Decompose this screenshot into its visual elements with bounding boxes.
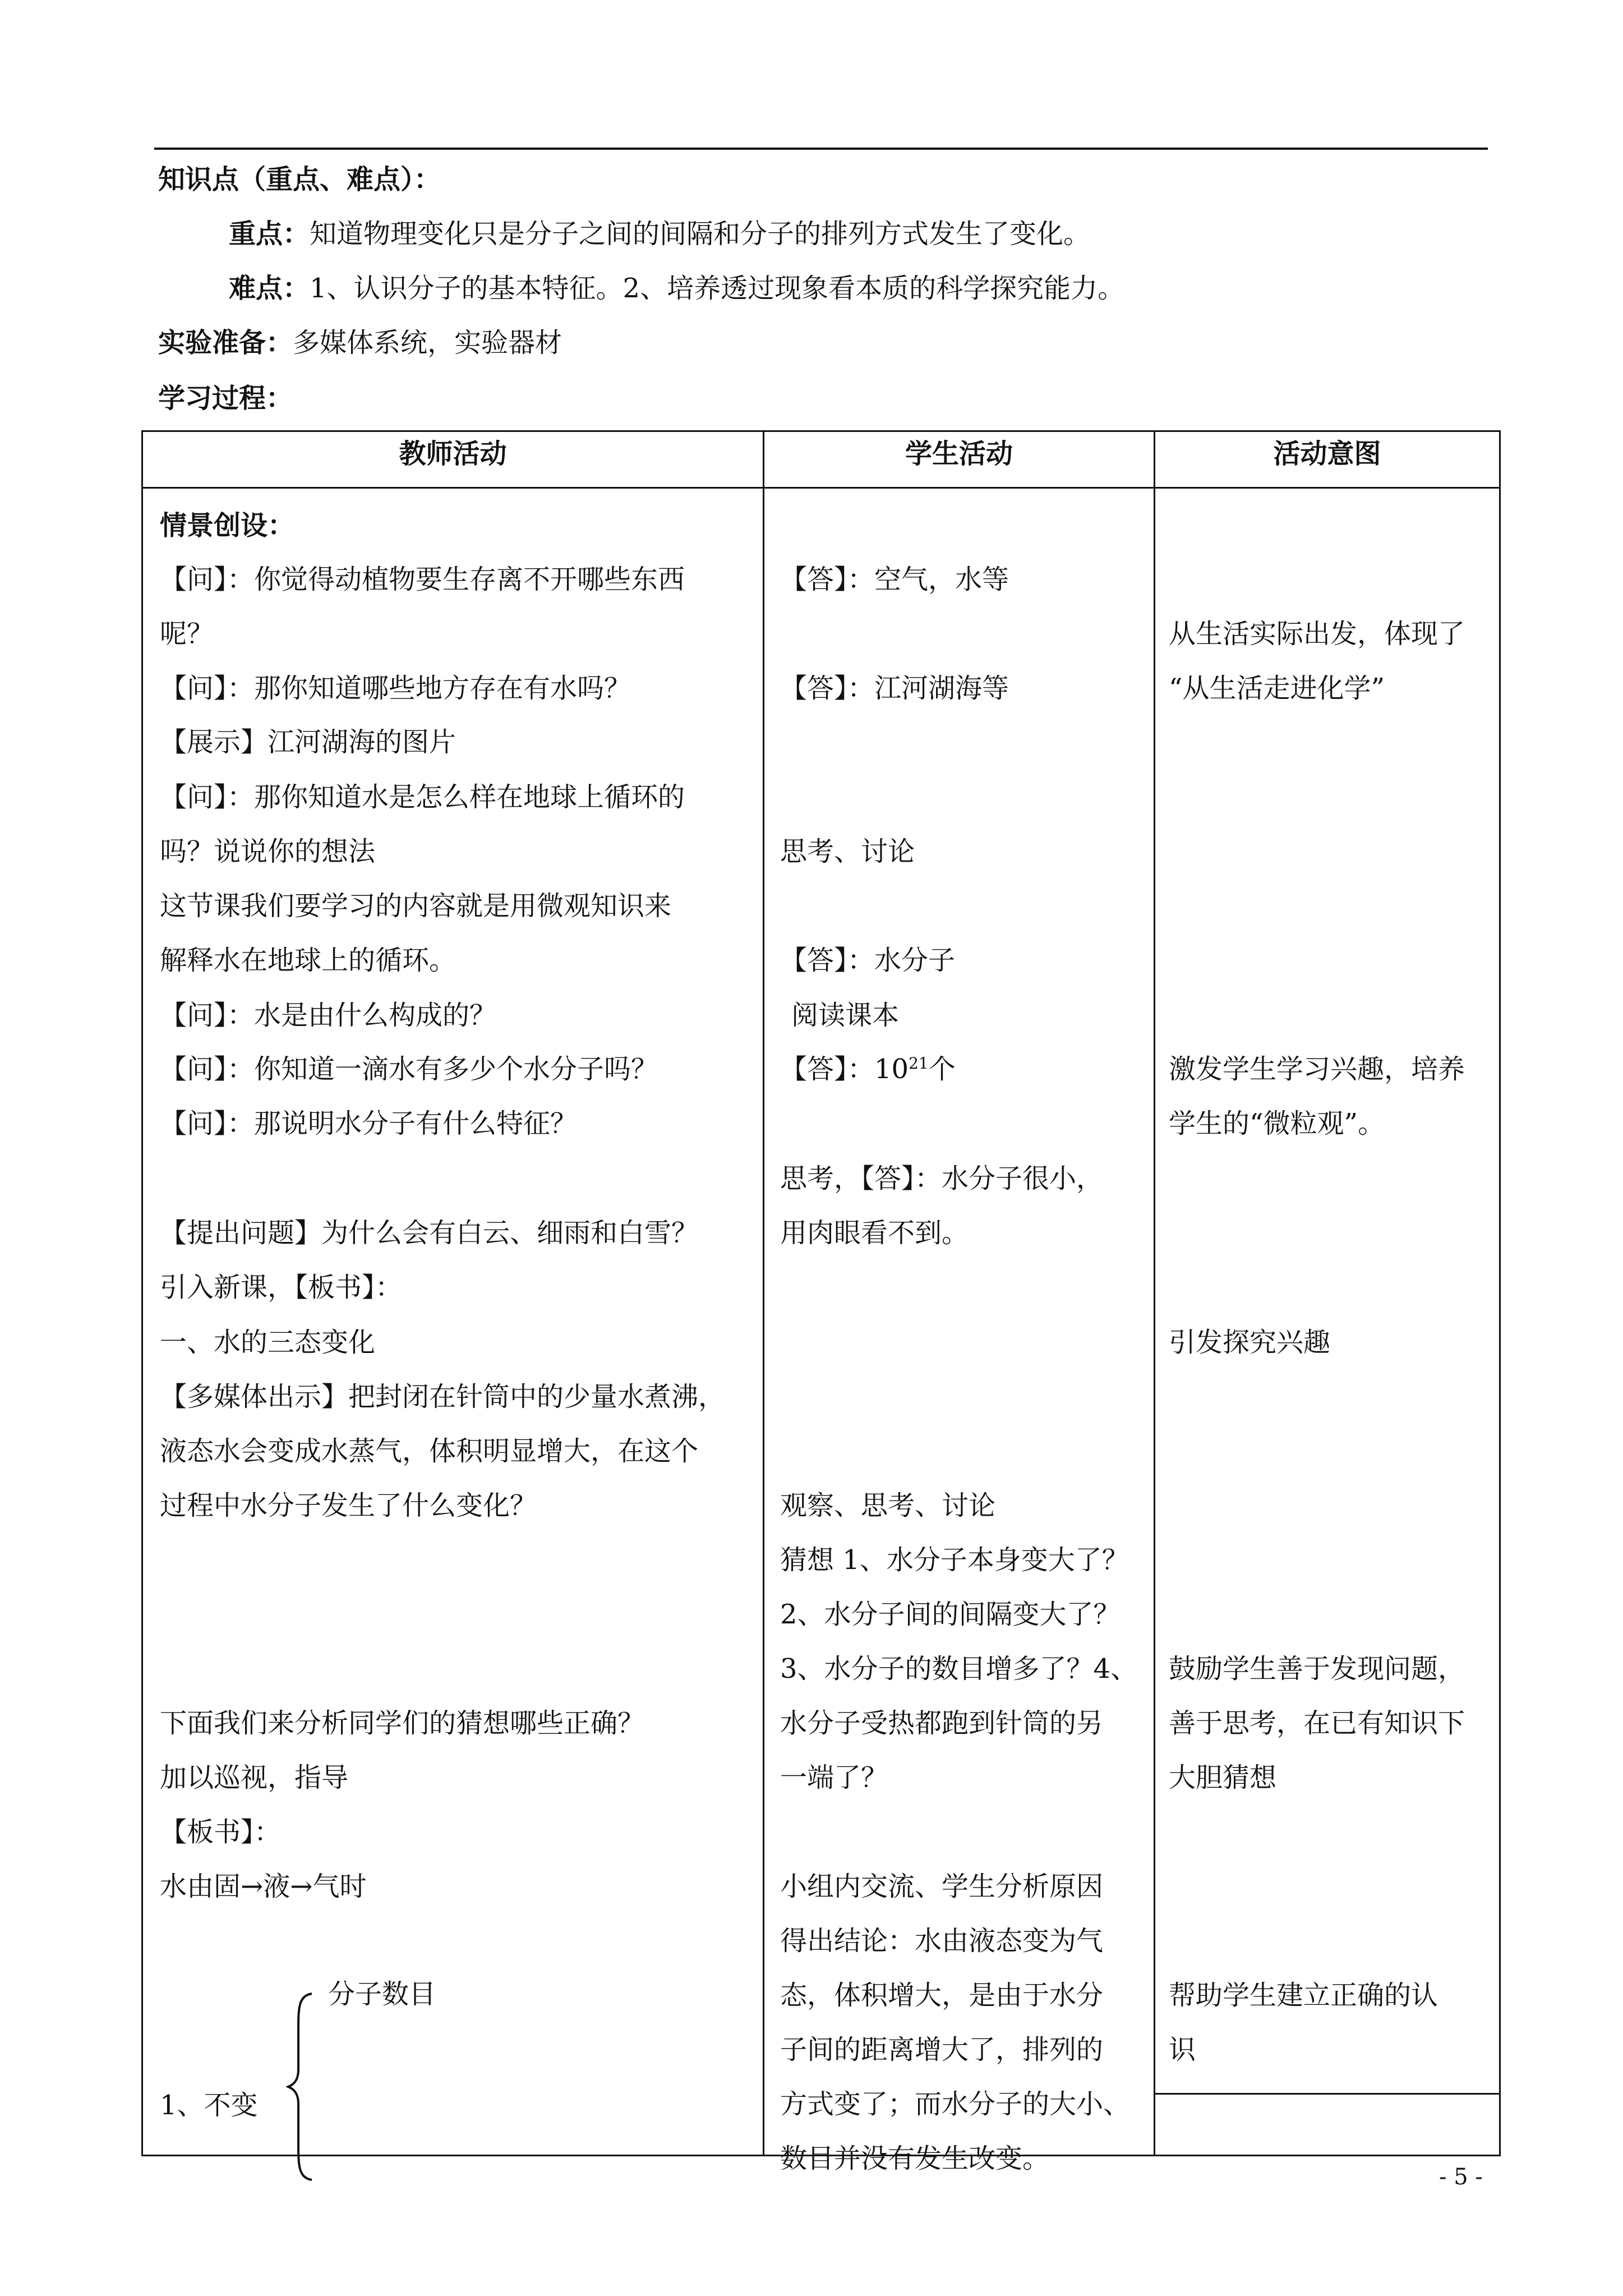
student-line: 阅读课本	[791, 1000, 900, 1031]
teacher-line: 【板书】：	[160, 1816, 282, 1848]
teacher-line: 引入新课，【板书】：	[160, 1272, 403, 1303]
student-line: 一端了？	[780, 1762, 888, 1793]
teacher-line: 【问】：你知道一滴水有多少个水分子吗？	[160, 1053, 658, 1085]
header-student-activity: 学生活动	[764, 431, 1155, 488]
intent-line: “从生活走进化学”	[1169, 673, 1385, 704]
teacher-line: 【问】：那说明水分子有什么特征？	[160, 1108, 578, 1139]
intent-line: 帮助学生建立正确的认	[1169, 1980, 1438, 2011]
experiment-prep	[158, 326, 562, 360]
student-line: 态，体积增大，是由于水分	[780, 1980, 1104, 2011]
student-line: 猜想 1、水分子本身变大了？	[780, 1544, 1129, 1576]
intent-line: 大胆猜想	[1169, 1762, 1277, 1793]
student-line: 方式变了；而水分子的大小、	[780, 2088, 1131, 2120]
student-line: 思考、讨论	[780, 836, 915, 867]
difficult-point-label: 难点：	[229, 273, 310, 304]
teacher-line: 【问】：你觉得动植物要生存离不开哪些东西	[160, 564, 685, 595]
intent-line: 识	[1169, 2034, 1196, 2065]
knowledge-heading: 知识点（重点、难点）：	[158, 164, 441, 195]
teacher-line: 水由固→液→气时	[160, 1871, 367, 1902]
teacher-line: 【问】：那你知道哪些地方存在有水吗？	[160, 673, 631, 704]
student-activity-cell	[764, 488, 1155, 2174]
table-header-row	[142, 431, 1500, 488]
teacher-line: 【问】：水是由什么构成的？	[160, 1000, 497, 1031]
student-line: 子间的距离增大了，排列的	[780, 2034, 1104, 2065]
intent-line: 从生活实际出发，体现了	[1169, 618, 1465, 650]
student-line: 【答】：水分子	[780, 945, 956, 976]
teacher-line: 【展示】江河湖海的图片	[160, 726, 457, 758]
teacher-line: 液态水会变成水蒸气，体积明显增大，在这个	[160, 1435, 699, 1467]
header-activity-intent: 活动意图	[1155, 431, 1500, 488]
student-line: 小组内交流、学生分析原因	[780, 1871, 1104, 1902]
intent-line: 激发学生学习兴趣，培养	[1169, 1053, 1465, 1085]
teacher-line: 过程中水分子发生了什么变化？	[160, 1490, 537, 1521]
teacher-line: 【多媒体出示】把封闭在针筒中的少量水煮沸，	[160, 1381, 726, 1412]
difficult-point	[229, 272, 1124, 305]
student-answer-prefix: 【答】：10	[780, 1053, 909, 1085]
table-body-row	[142, 488, 1500, 2156]
intent-line: 引发探究兴趣	[1169, 1327, 1331, 1358]
left-brace-icon	[286, 1991, 314, 2182]
process-heading: 学习过程：	[158, 383, 293, 414]
header-rule	[154, 148, 1488, 150]
student-line: 水分子受热都跑到针筒的另	[780, 1708, 1104, 1739]
teacher-line: 解释水在地球上的循环。	[160, 945, 457, 976]
key-point	[229, 217, 1090, 251]
intent-line: 善于思考，在已有知识下	[1169, 1708, 1465, 1739]
learning-process-table	[141, 430, 1501, 2174]
teacher-line: 情景创设：	[160, 510, 295, 541]
student-line: 【答】：江河湖海等	[780, 673, 1009, 704]
activity-intent-cell	[1155, 488, 1500, 2156]
teacher-line: 【问】：那你知道水是怎么样在地球上循环的	[160, 781, 685, 813]
student-line: 2、水分子间的间隔变大了？	[780, 1599, 1121, 1630]
student-answer-unit: 个	[928, 1053, 956, 1085]
teacher-line: 一、水的三态变化	[160, 1327, 376, 1358]
teacher-line: 分子数目	[328, 1978, 436, 2010]
student-line	[780, 1052, 956, 1086]
teacher-line: 加以巡视，指导	[160, 1762, 349, 1793]
teacher-line: 下面我们来分析同学们的猜想哪些正确？	[160, 1708, 645, 1739]
difficult-point-text: 1、认识分子的基本特征。2、培养透过现象看本质的科学探究能力。	[310, 273, 1125, 304]
intent-cell-divider	[1155, 2093, 1499, 2095]
student-line: 【答】：空气，水等	[780, 564, 1009, 595]
experiment-prep-label: 实验准备：	[158, 327, 293, 358]
intent-line: 学生的“微粒观”。	[1169, 1108, 1385, 1139]
intent-line: 鼓励学生善于发现问题，	[1169, 1653, 1465, 1685]
key-point-label: 重点：	[229, 218, 310, 250]
student-line: 用肉眼看不到。	[780, 1217, 969, 1249]
student-line: 得出结论：水由液态变为气	[780, 1925, 1104, 1957]
key-point-text: 知道物理变化只是分子之间的间隔和分子的排列方式发生了变化。	[310, 218, 1091, 250]
student-line: 观察、思考、讨论	[780, 1490, 996, 1521]
student-line: 思考，【答】：水分子很小，	[780, 1163, 1104, 1194]
page-number: - 5 -	[1439, 2164, 1483, 2190]
teacher-line: 吗？说说你的想法	[160, 836, 376, 867]
header-teacher-activity: 教师活动	[142, 431, 764, 488]
experiment-prep-text: 多媒体系统，实验器材	[293, 327, 562, 358]
student-line: 数目并没有发生改变。	[780, 2143, 1050, 2174]
teacher-line: 呢？	[160, 618, 214, 650]
student-line: 3、水分子的数目增多了？4、	[780, 1653, 1138, 1685]
teacher-line: 这节课我们要学习的内容就是用微观知识来	[160, 890, 672, 922]
teacher-activity-cell	[142, 488, 764, 2156]
teacher-line: 1、不变	[160, 2090, 258, 2121]
student-answer-exponent: 21	[909, 1054, 929, 1073]
teacher-line: 【提出问题】为什么会有白云、细雨和白雪？	[160, 1217, 699, 1249]
